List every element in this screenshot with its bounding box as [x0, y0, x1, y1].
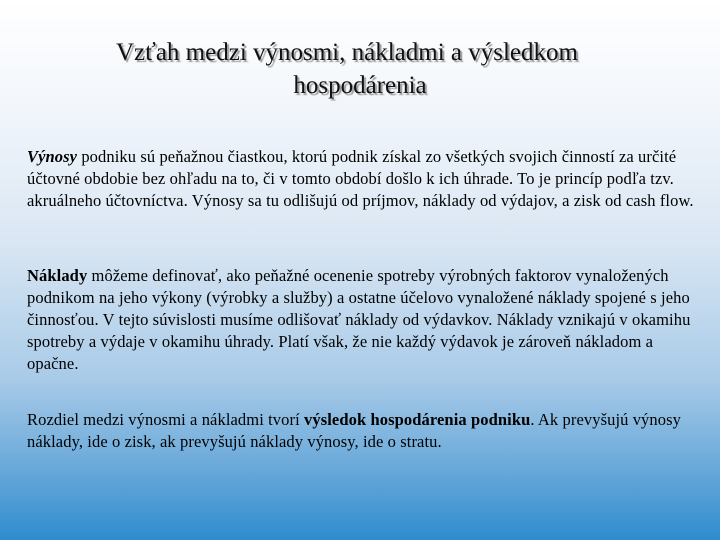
term-costs: Náklady — [27, 266, 88, 285]
title-line-1: Vzťah medzi výnosmi, nákladmi a výsledkom — [116, 39, 578, 66]
paragraph-costs-text: môžeme definovať, ako peňažné ocenenie spotreby výrobných faktorov vynaložených podnikom na jeho výkony (výrobky a služby) a ostatne účelovo vynaložené náklady spojené s jeho činnosťou. V tejto súvislosti musíme odlišovať náklady od výdavkov. Náklady vznikajú v okamihu spotreby a výdaje v okamihu úhrady. Platí však, že nie každý výdavok je zároveň nákladom a opačne. — [27, 266, 691, 373]
paragraph-revenues — [27, 146, 699, 212]
paragraph-result-text-after: . Ak prevyšujú výnosy náklady, ide o zisk, ak prevyšujú náklady výnosy, ide o stratu. — [27, 410, 681, 451]
title-line-2: hospodárenia — [293, 72, 427, 99]
term-revenues: Výnosy — [27, 147, 78, 166]
paragraph-costs — [27, 265, 699, 375]
paragraph-result — [27, 409, 699, 453]
slide-title — [0, 36, 720, 102]
paragraph-result-text-before: Rozdiel medzi výnosmi a nákladmi tvorí — [27, 410, 305, 429]
paragraph-revenues-text: podniku sú peňažnou čiastkou, ktorú podnik získal zo všetkých svojich činností za určité účtovné obdobie bez ohľadu na to, či v tomto období došlo k ich úhrade. To je princíp podľa tzv. akruálneho účtovníctva. Výnosy sa tu odlišujú od príjmov, náklady od výdajov, a zisk od cash flow. — [27, 147, 694, 210]
term-economic-result: výsledok hospodárenia podniku — [304, 410, 531, 429]
